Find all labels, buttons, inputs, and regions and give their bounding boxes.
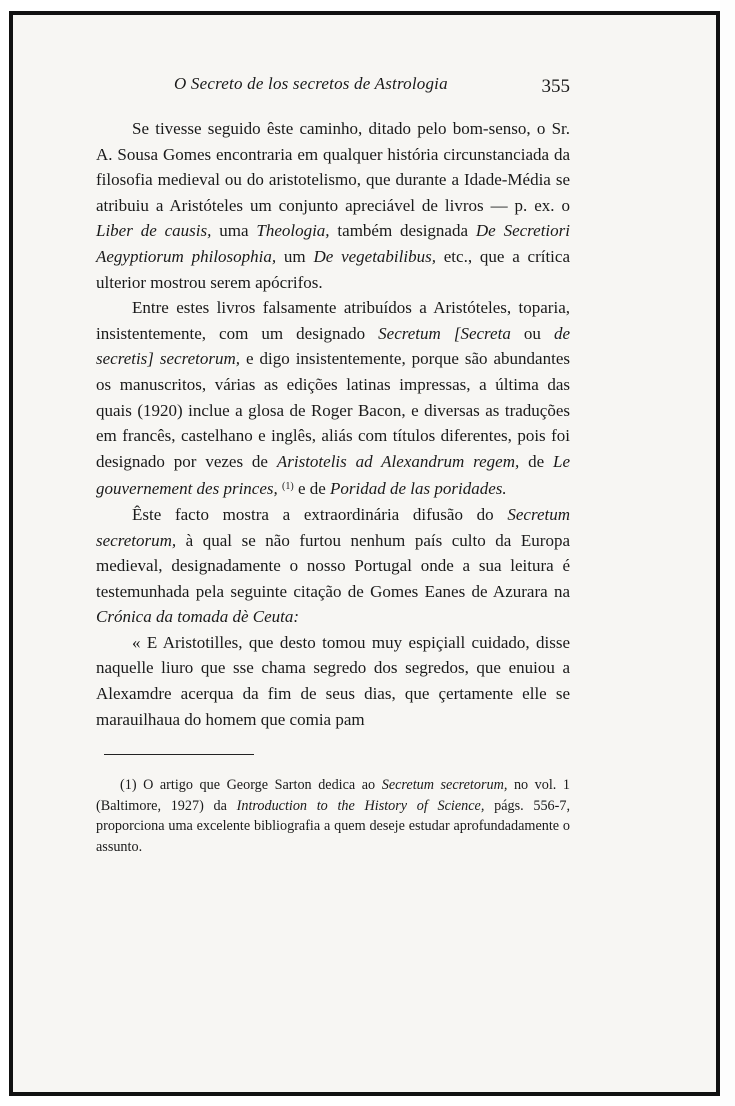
text-run: Se tivesse seguido êste caminho, ditado pelo bom-senso, o Sr. A. Sousa Gomes encontraria em qualquer história circunstanciada da filosofia medieval ou do aristotelismo, que durante a Idade-Média se atribuiu a Aristóteles um conjunto apreciável de livros — p. ex. o xyxy=(96,119,570,215)
italic-title: De Secretiori Aegyptiorum philosophia, xyxy=(96,221,570,266)
text-run: à qual se não furtou nenhum país culto da Europa medieval, designadamente o nosso Portugal onde a sua leitura é testemunhada pela seguinte citação de Gomes Eanes de Azurara na xyxy=(96,530,570,601)
text-run: etc., que a crítica ulterior mostrou serem apócrifos. xyxy=(96,246,570,292)
paragraph-2 xyxy=(96,295,570,502)
body-text xyxy=(96,116,570,732)
text-run: e digo insistentemente, porque são abundantes os manuscritos, várias as edições latinas impressas, a última das quais (1920) inclue a glosa de Roger Bacon, e diversas as traduções em francês, castelhano e inglês, aliás com títulos diferentes, pois foi designado por vezes de xyxy=(96,349,570,471)
text-run: e de xyxy=(293,479,331,499)
page-number: 355 xyxy=(541,76,570,97)
page-content xyxy=(96,74,570,857)
text-run: págs. 556-7, proporciona uma excelente bibliografia a quem deseje estudar aprofundadamente o assunto. xyxy=(96,797,571,855)
italic-title: Secretum [Secreta xyxy=(378,323,511,343)
text-run: uma xyxy=(211,221,257,241)
footnote-divider xyxy=(104,754,254,755)
quotation-paragraph: « E Aristotilles, que desto tomou muy espiçiall cuidado, disse naquelle liuro que sse chama segredo dos segredos, que enuiou a Alexamdre acerqua da fim de seus dias, que çertamente elle se marauilhaua do homem que comia pam xyxy=(96,632,570,729)
italic-title: Liber de causis, xyxy=(96,221,212,241)
footnote-marker: (1) xyxy=(120,777,137,794)
italic-title: Secretum secretorum, xyxy=(381,777,508,794)
text-run: também designada xyxy=(329,221,476,241)
footnote-1 xyxy=(96,775,570,857)
italic-title: Secretum secretorum, xyxy=(96,504,570,550)
italic-title: Introduction to the History of Science, xyxy=(236,797,485,814)
paragraph-1 xyxy=(96,116,570,295)
italic-title: Le gouvernement des princes, xyxy=(96,451,571,499)
text-run: de xyxy=(519,451,554,471)
italic-title: Aristotelis ad Alexandrum regem, xyxy=(276,451,520,471)
paragraph-3 xyxy=(96,502,570,630)
text-run: um xyxy=(276,246,314,266)
italic-title: Crónica da tomada dè Ceuta: xyxy=(96,607,300,627)
text-run: O artigo que George Sarton dedica ao xyxy=(136,777,382,794)
footnotes xyxy=(96,775,570,857)
text-run: ou xyxy=(510,323,554,343)
text-run: Entre estes livros falsamente atribuídos a Aristóteles, toparia, insistentemente, com um designado xyxy=(96,298,570,343)
italic-title: Poridad de las poridades. xyxy=(330,479,507,499)
footnote-reference: (1) xyxy=(282,481,294,493)
italic-title: De vegetabilibus, xyxy=(313,246,436,266)
scan-margin xyxy=(720,0,735,1106)
italic-title: de secretis] secretorum, xyxy=(96,323,570,369)
running-title: O Secreto de los secretos de Astrologia xyxy=(174,74,448,93)
text-run: Êste facto mostra a extraordinária difusão do xyxy=(132,504,508,524)
italic-title: Theologia, xyxy=(256,221,330,241)
text-run: no vol. 1 (Baltimore, 1927) da xyxy=(96,777,570,814)
running-head xyxy=(96,74,570,100)
